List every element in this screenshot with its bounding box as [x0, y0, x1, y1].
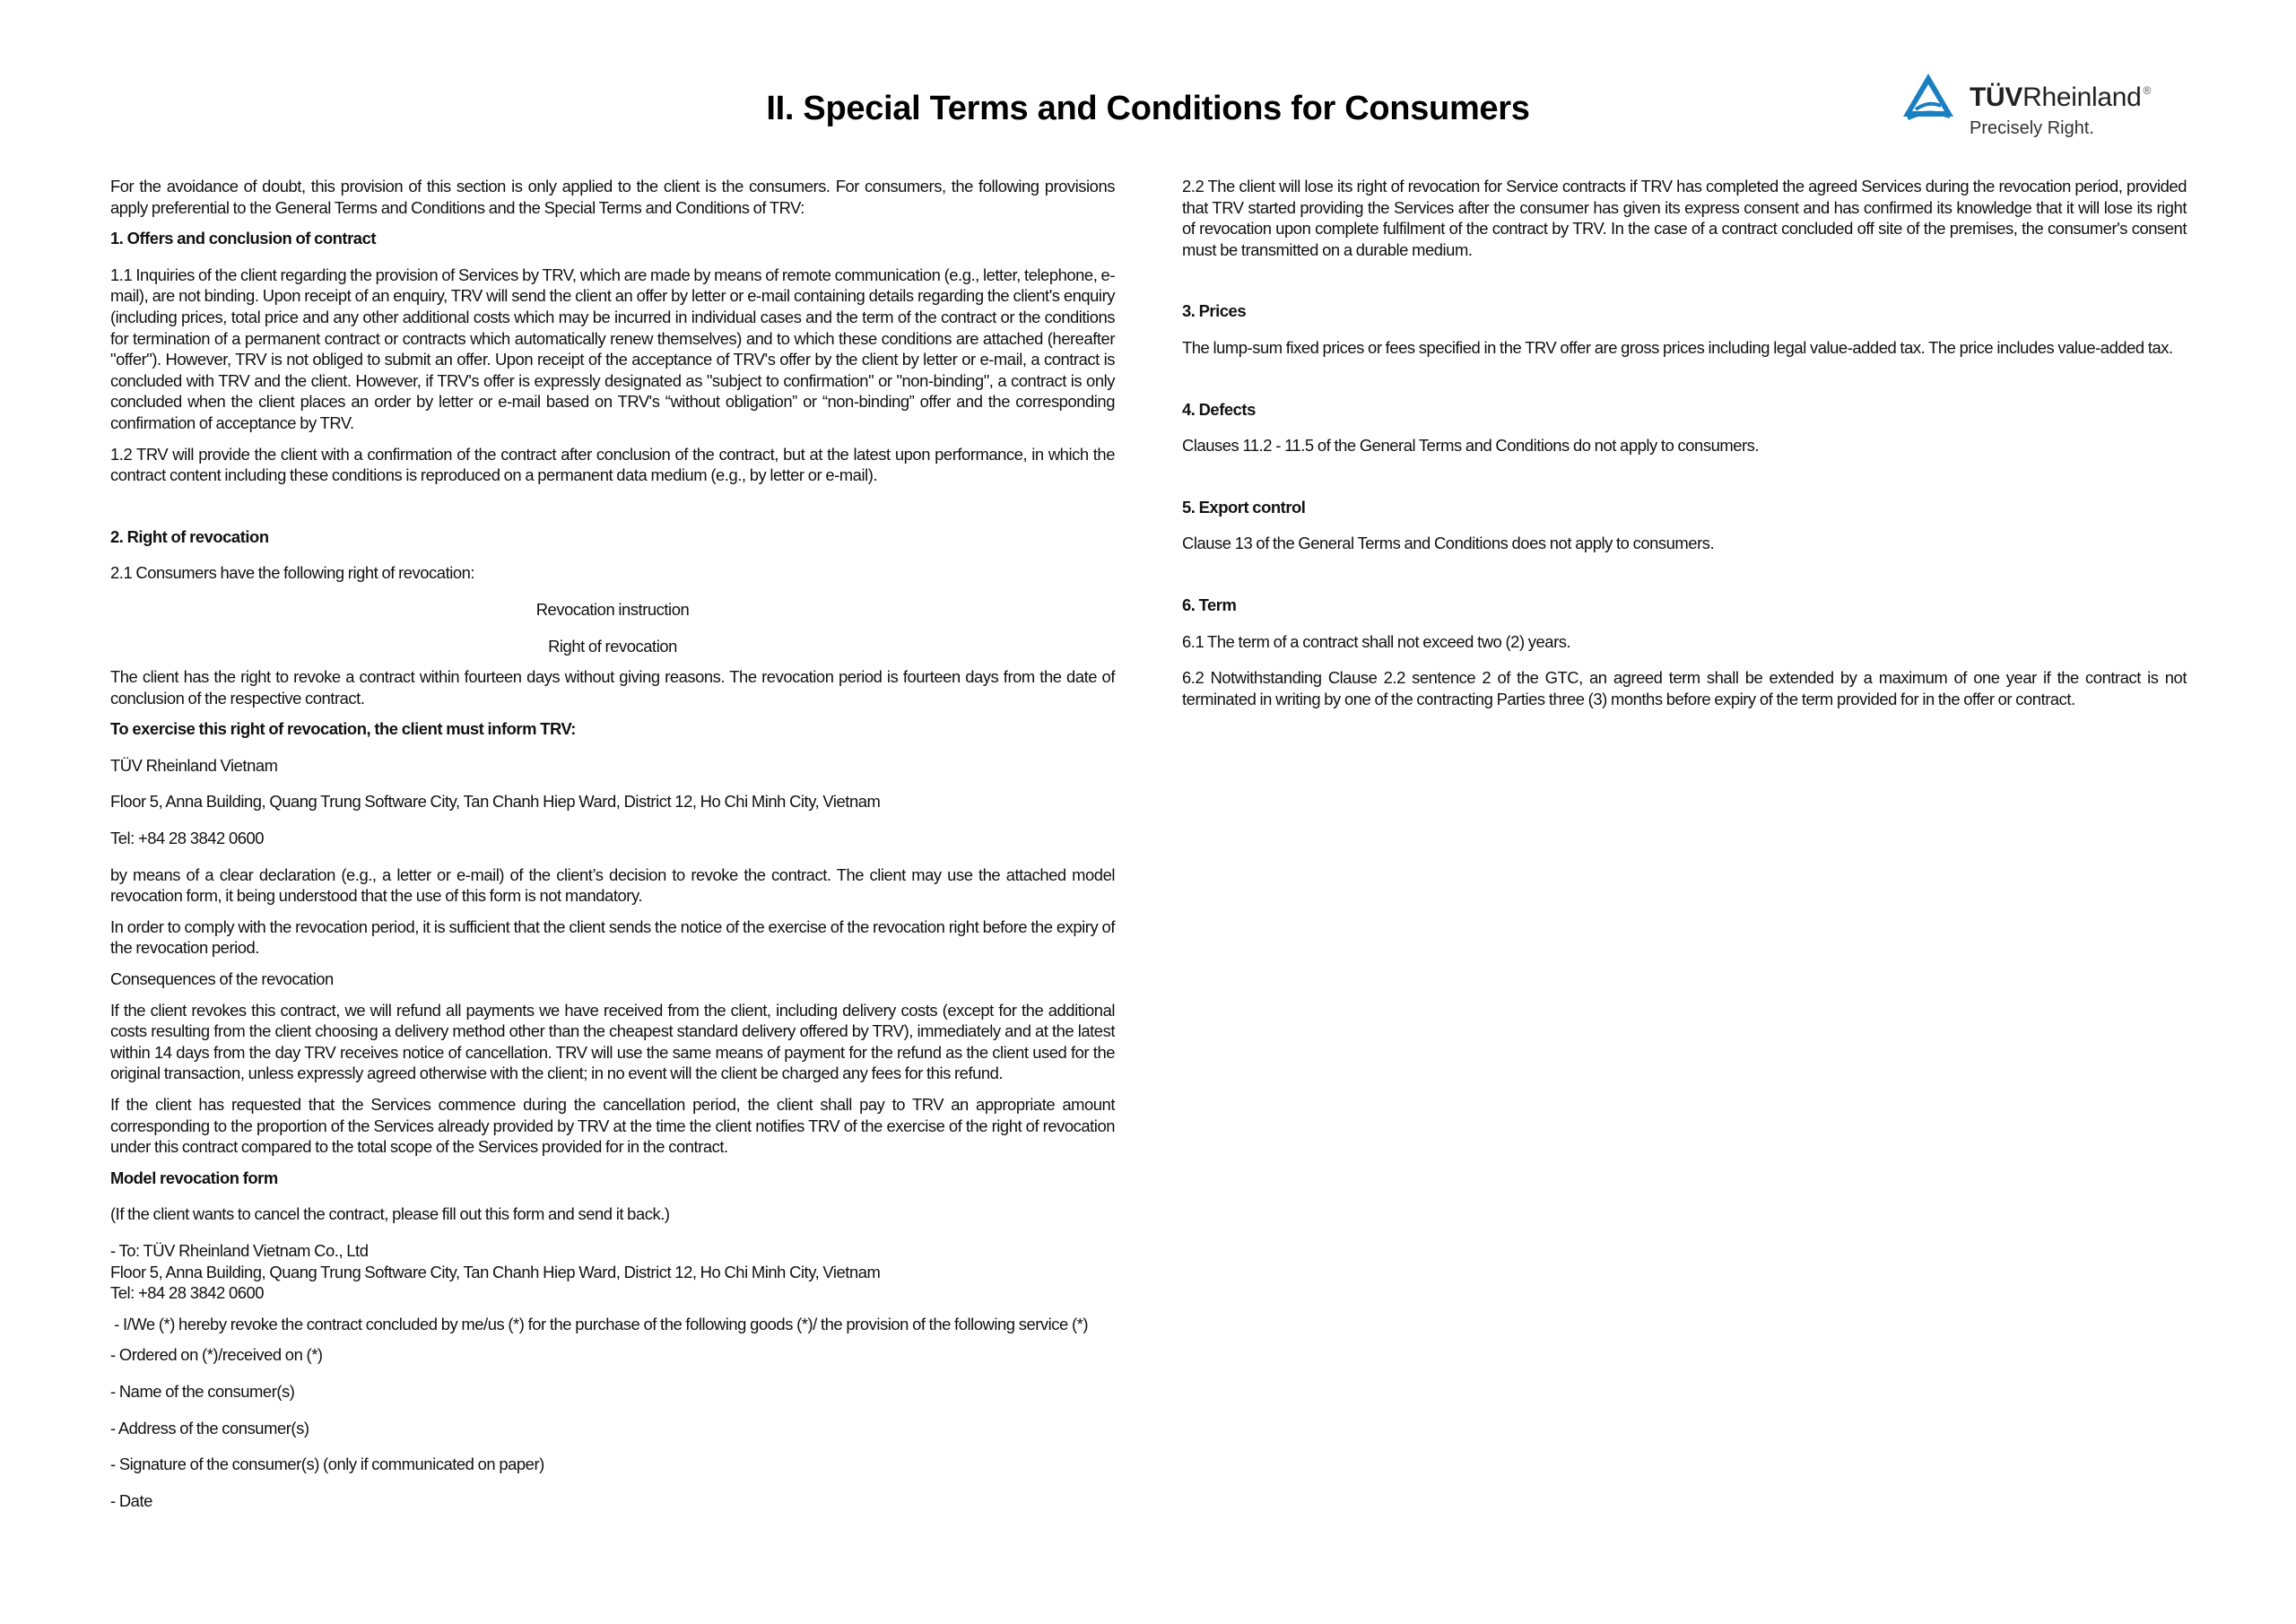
form-address: Floor 5, Anna Building, Quang Trung Software City, Tan Chanh Hiep Ward, District 12, Ho Chi Minh City, Vietnam [110, 1262, 881, 1281]
form-revoke-statement: - I/We (*) hereby revoke the contract concluded by me/us (*) for the purchase of the following goods (*)/ the provision of the following service (*) [110, 1314, 1089, 1333]
right-of-revocation-heading: Right of revocation [548, 636, 677, 656]
page-title: II. Special Terms and Conditions for Consumers [766, 90, 1530, 127]
revocation-instruction-heading: Revocation instruction [535, 599, 690, 619]
consequences-heading: Consequences of the revocation [110, 969, 334, 989]
clause-6-1: 6.1 The term of a contract shall not exceed two (2) years. [1182, 631, 1571, 651]
clause-1-1: 1.1 Inquiries of the client regarding the provision of Services by TRV, which are made by means of remote communication (e.g., letter, telephone, e-mail), are not binding. Upon receipt of an enquiry, TRV will send the client an offer by letter or e-mail containing details regarding the client's enquiry (including prices, total price and any other additional costs which may be incurred in individual cases and the term of the contract or the conditions for termination of a permanent contract or contracts which automatically renew themselves) and to which these conditions are attached (hereafter "offer"). However, TRV is not obliged to submit an offer. Upon receipt of the acceptance of TRV's offer by the client by letter or e-mail, a contract is concluded with TRV and the client. However, if TRV's offer is expressly designated as "subject to confirmation" or "non-binding", a contract is only concluded when the client places an order by letter or e-mail based on TRV's “without obligation” or “non-binding” offer and the corresponding confirmation of acceptance by TRV. [110, 265, 1115, 432]
intro-paragraph: For the avoidance of doubt, this provision of this section is only applied to the client is the consumers. For consumers, the following provisions apply preferential to the General Terms and Conditions and the Special Terms and Conditions of TRV: [110, 177, 1115, 217]
model-form-intro: (If the client wants to cancel the contract, please fill out this form and send it back.) [110, 1204, 670, 1224]
company-logo [1900, 68, 2205, 145]
form-field: - Ordered on (*)/received on (*) [110, 1345, 323, 1365]
tuv-triangle-logo-icon [1900, 70, 1957, 124]
right-of-revocation-text: The client has the right to revoke a contract within fourteen days without giving reasons. The revocation period is fourteen days from the date of conclusion of the respective contract. [110, 667, 1115, 708]
section-4-heading: 4. Defects [1182, 399, 1256, 419]
form-field: - Signature of the consumer(s) (only if communicated on paper) [110, 1455, 544, 1474]
section-3-text: The lump-sum fixed prices or fees specified in the TRV offer are gross prices including legal value-added tax. The price includes value-added tax. [1182, 337, 2173, 357]
section-4-text: Clauses 11.2 - 11.5 of the General Terms and Conditions do not apply to consumers. [1182, 436, 1760, 456]
exercise-heading: To exercise this right of revocation, the client must inform TRV: [110, 719, 576, 739]
section-2-heading: 2. Right of revocation [110, 526, 269, 546]
registered-mark: ® [2143, 84, 2152, 97]
section-1-heading: 1. Offers and conclusion of contract [110, 229, 377, 248]
company-name: TÜV Rheinland Vietnam [110, 755, 278, 775]
clause-2-1: 2.1 Consumers have the following right of revocation: [110, 563, 475, 583]
form-field: - Name of the consumer(s) [110, 1381, 295, 1401]
model-form-heading: Model revocation form [110, 1168, 278, 1187]
section-5-text: Clause 13 of the General Terms and Conditions does not apply to consumers. [1182, 534, 1715, 553]
clause-1-2: 1.2 TRV will provide the client with a confirmation of the contract after conclusion of the contract, but at the latest upon performance, in which the contract content including these conditions is reproduced on a permanent data medium (e.g., by letter or e-mail). [110, 444, 1115, 485]
right-column [1182, 176, 2187, 719]
section-3-heading: 3. Prices [1182, 301, 1247, 321]
logo-brand-name [1970, 83, 2151, 113]
consequences-paragraph: If the client revokes this contract, we will refund all payments we have received from the client, including delivery costs (except for the additional costs resulting from the client choosing a delivery method other than the cheapest standard delivery offered by TRV), immediately and at the latest within 14 days from the day TRV receives notice of cancellation. TRV will use the same means of payment for the refund as the client used for the original transaction, unless expressly agreed otherwise with the client; in no event will the client be charged any fees for this refund. [110, 1000, 1115, 1083]
company-address: Floor 5, Anna Building, Quang Trung Software City, Tan Chanh Hiep Ward, District 12, Ho Chi Minh City, Vietnam [110, 792, 881, 812]
logo-brand-bold: TÜV [1970, 83, 2023, 112]
left-column [110, 176, 1115, 1526]
clause-2-2: 2.2 The client will lose its right of revocation for Service contracts if TRV has completed the agreed Services during the revocation period, provided that TRV started providing the Services after the consumer has given its express consent and has confirmed its knowledge that it will lose its right of revocation upon complete fulfilment of the contract by TRV. In the case of a contract concluded off site of the premises, the consumer's consent must be transmitted on a durable medium. [1182, 177, 2187, 259]
form-to: - To: TÜV Rheinland Vietnam Co., Ltd [110, 1240, 369, 1260]
form-field: - Address of the consumer(s) [110, 1418, 309, 1437]
logo-tagline: Precisely Right. [1970, 118, 2094, 138]
form-tel: Tel: +84 28 3842 0600 [110, 1283, 265, 1303]
comply-paragraph: In order to comply with the revocation period, it is sufficient that the client sends the notice of the exercise of the revocation right before the expiry of the revocation period. [110, 916, 1115, 958]
clause-6-2: 6.2 Notwithstanding Clause 2.2 sentence 2 of the GTC, an agreed term shall be extended by a maximum of one year if the contract is not terminated in writing by one of the contracting Parties three (3) months before expiry of the term provided for in the offer or contract. [1182, 668, 2187, 708]
section-6-heading: 6. Term [1182, 595, 1237, 614]
form-field: - Date [110, 1490, 152, 1510]
services-commence-paragraph: If the client has requested that the Services commence during the cancellation period, the client shall pay to TRV an appropriate amount corresponding to the proportion of the Services already provided by TRV at the time the client notifies TRV of the exercise of the right of revocation under this contract compared to the total scope of the Services provided for in the contract. [110, 1095, 1115, 1157]
logo-brand-regular: Rheinland [2022, 83, 2142, 112]
company-tel: Tel: +84 28 3842 0600 [110, 829, 265, 848]
form-recipient-block [110, 1240, 1115, 1304]
declaration-paragraph: by means of a clear declaration (e.g., a letter or e-mail) of the client’s decision to revoke the contract. The client may use the attached model revocation form, it being understood that the use of this form is not mandatory. [110, 864, 1115, 906]
section-5-heading: 5. Export control [1182, 497, 1306, 517]
